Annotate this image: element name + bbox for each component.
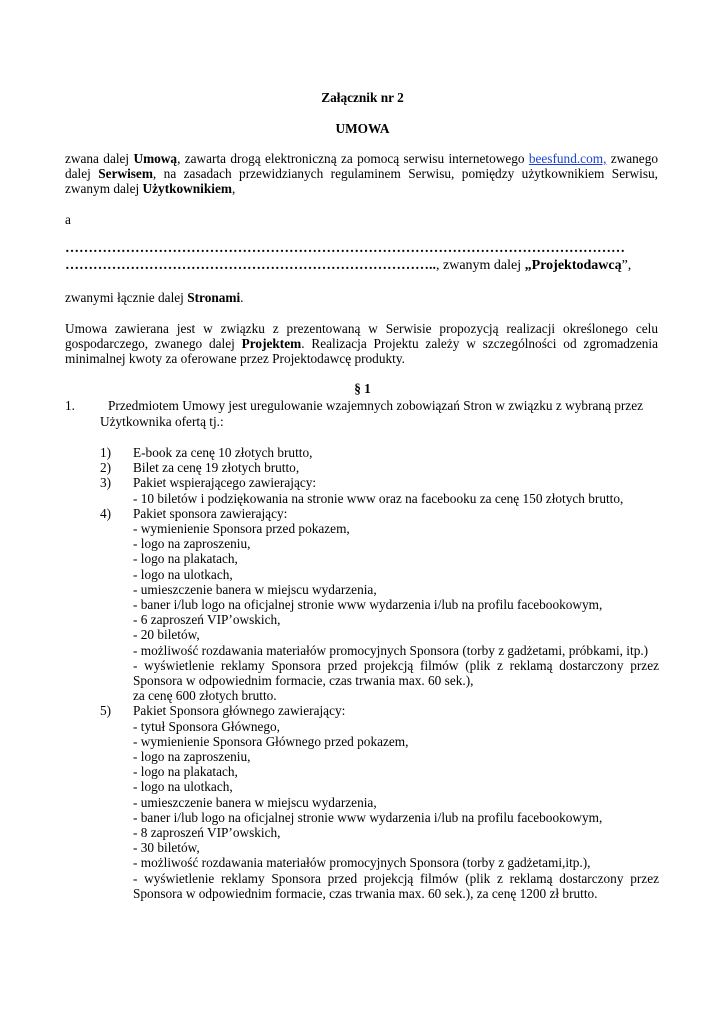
list-item-number: 1) [100, 445, 112, 460]
list-item: - 8 zaproszeń VIP’owskich, [133, 825, 281, 840]
list-item-number: 5) [100, 703, 112, 719]
list-item: Pakiet sponsora zawierający: [133, 505, 288, 521]
list-item: - wymienienie Sponsora przed pokazem, [133, 521, 350, 536]
list-item: Pakiet Sponsora głównego zawierający: [133, 703, 346, 719]
list-item: - umieszczenie banera w miejscu wydarzenia, [133, 794, 377, 810]
list-item: - 10 biletów i podziękowania na stronie www oraz na facebooku za cenę 150 złotych brutto, [133, 490, 624, 506]
list-item: - logo na plakatach, [133, 551, 238, 567]
list-item: E-book za cenę 10 złotych brutto, [133, 445, 313, 460]
list-item-number: 3) [100, 475, 112, 491]
list-item: - logo na zaproszeniu, [133, 536, 251, 552]
list-item: - możliwość rozdawania materiałów promocyjnych Sponsora (torby z gadżetami, próbkami, itp.) [133, 642, 649, 658]
intro-paragraph: zwana dalej Umową, zawarta drogą elektroniczną za pomocą serwisu internetowego beesfund.com, zwanego dalej Serwisem, na zasadach przewidzianych regulaminem Serwisu, pomiędzy użytkownikiem Serwisu, zwanym dalej Użytkownikiem, [65, 151, 658, 197]
list-item: za cenę 600 złotych brutto. [133, 688, 277, 704]
list-item: - logo na ulotkach, [133, 779, 233, 795]
list-item: - tytuł Sponsora Głównego, [133, 718, 280, 734]
list-item: - baner i/lub logo na oficjalnej stronie www wydarzenia i/lub na profilu facebookowym, [133, 597, 603, 612]
list-item: - 6 zaproszeń VIP’owskich, [133, 612, 281, 628]
section-mark: § 1 [354, 381, 371, 396]
list-item: - logo na ulotkach, [133, 566, 233, 582]
list-item: Bilet za cenę 19 złotych brutto, [133, 460, 300, 476]
list-item: - możliwość rozdawania materiałów promocyjnych Sponsora (torby z gadżetami,itp.), [133, 855, 591, 871]
list-item-number: 4) [100, 505, 112, 521]
document-title: UMOWA [335, 121, 390, 136]
list-item: - wymienienie Sponsora Głównego przed pokazem, [133, 733, 409, 749]
list-item: - logo na plakatach, [133, 764, 238, 780]
list-item: - umieszczenie banera w miejscu wydarzenia, [133, 581, 377, 597]
list-item: - wyświetlenie reklamy Sponsora przed projekcją filmów (plik z reklamą dostarczony przez Sponsora w odpowiednim formacie, czas trwania max. 60 sek.), za cenę 1200 zł brutto. [133, 870, 659, 901]
list-item: - logo na zaproszeniu, [133, 749, 251, 764]
purpose-paragraph: Umowa zawierana jest w związku z prezentowaną w Serwisie propozycją realizacji określonego celu gospodarczego, zwanego dalej Projektem. Realizacja Projektu zależy w szczególności od zgromadzenia minimalnej kwoty za oferowane przez Projektodawcę produkty. [65, 321, 658, 367]
annex-heading: Załącznik nr 2 [321, 90, 404, 105]
beesfund-link[interactable]: beesfund.com, [528, 151, 607, 166]
projektodawca-line: …………………………………………………………………….., zwanym dalej „Projektodawcą”, [65, 258, 632, 273]
point-1-number: 1. [65, 398, 75, 413]
parties-paragraph: zwanymi łącznie dalej Stronami. [65, 290, 244, 305]
list-item: Pakiet wspierającego zawierający: [133, 475, 317, 491]
list-item-number: 2) [100, 460, 112, 476]
list-item: - baner i/lub logo na oficjalnej stronie www wydarzenia i/lub na profilu facebookowym, [133, 809, 603, 825]
point-1-line-1: Przedmiotem Umowy jest uregulowanie wzajemnych zobowiązań Stron w związku z wybraną przez [108, 398, 644, 413]
dotted-line-1: ………………………………………………………………………………………………………… [65, 241, 625, 256]
list-item: - wyświetlenie reklamy Sponsora przed projekcją filmów (plik z reklamą dostarczony przez Sponsora w odpowiednim formacie, czas trwania max. 60 sek.), [133, 657, 659, 688]
list-item: - 30 biletów, [133, 840, 200, 856]
point-1-line-2: Użytkownika ofertą tj.: [100, 414, 224, 429]
list-item: - 20 biletów, [133, 627, 200, 643]
and-text: a [65, 212, 71, 227]
